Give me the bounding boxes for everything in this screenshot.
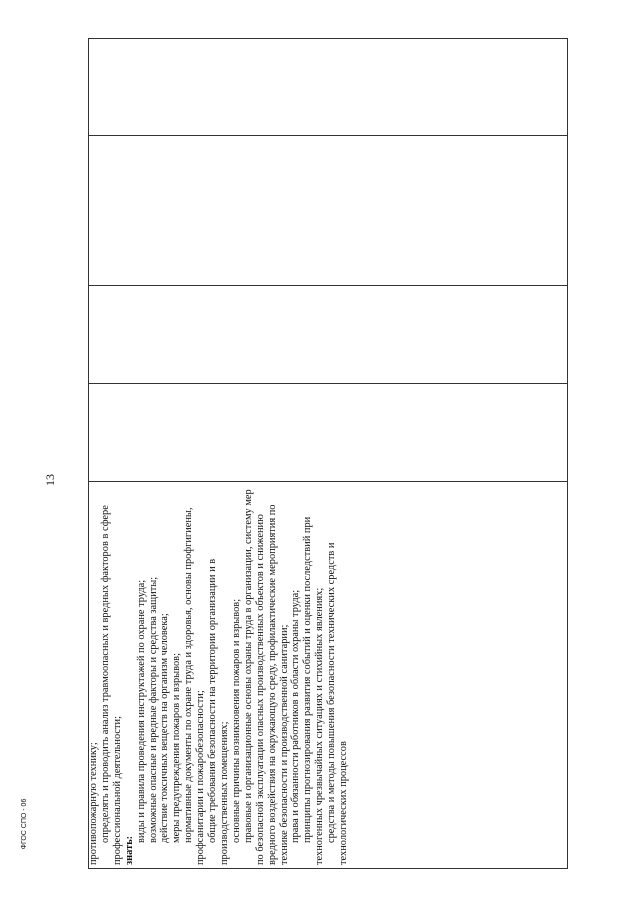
cell-paragraph: действие токсичных веществ на организм человека; (159, 613, 171, 843)
cell-paragraph: принципы прогнозирования развития событий и оценки последствий при техногенных чрезвычайных ситуациях и стихийных явлениях; (302, 516, 326, 865)
competency-cell-text (88, 477, 572, 865)
cell-paragraph: правовые и организационные основы охраны труда в организации, систему мер по безопасной эксплуатации опасных производственных объектов и снижению вредного воздействия на окружающую среду, профилактические мероприятия по технике безопасности и производственной санитарии; (242, 489, 290, 865)
cell-paragraph: средства и методы повышения безопасности технических средств и технологических процессов (326, 542, 350, 865)
cell-paragraph: общие требования безопасности на территории организации и в производственных помещениях; (207, 558, 230, 865)
cell-paragraph: возможные опасные и вредные факторы и средства защиты; (147, 576, 159, 843)
cell-paragraph: меры предупреждения пожаров и взрывов; (171, 653, 183, 843)
column-separator (88, 285, 568, 286)
footer-code: ФГОС СПО - 06 (21, 798, 28, 850)
page-number: 13 (43, 474, 57, 486)
cell-paragraph: противопожарную технику; (88, 742, 99, 865)
table-border-bottom (88, 868, 568, 869)
cell-paragraph: нормативные документы по охране труда и здоровья, основы профгигиены, профсанитарии и пожаробезопасности; (183, 507, 207, 865)
cell-paragraph: виды и правила проведения инструктажей по охране труда; (135, 579, 147, 843)
cell-paragraph: права и обязанности работников в области охраны труда; (290, 589, 302, 843)
table-border-top (88, 38, 568, 39)
cell-paragraph: знать: (123, 835, 135, 865)
column-separator (88, 135, 568, 136)
cell-paragraph: определять и проводить анализ травмоопасных и вредных факторов в сфере профессиональной деятельности; (99, 505, 123, 865)
column-separator (88, 383, 568, 384)
cell-paragraph: основные причины возникновения пожаров и взрывов; (230, 598, 242, 843)
